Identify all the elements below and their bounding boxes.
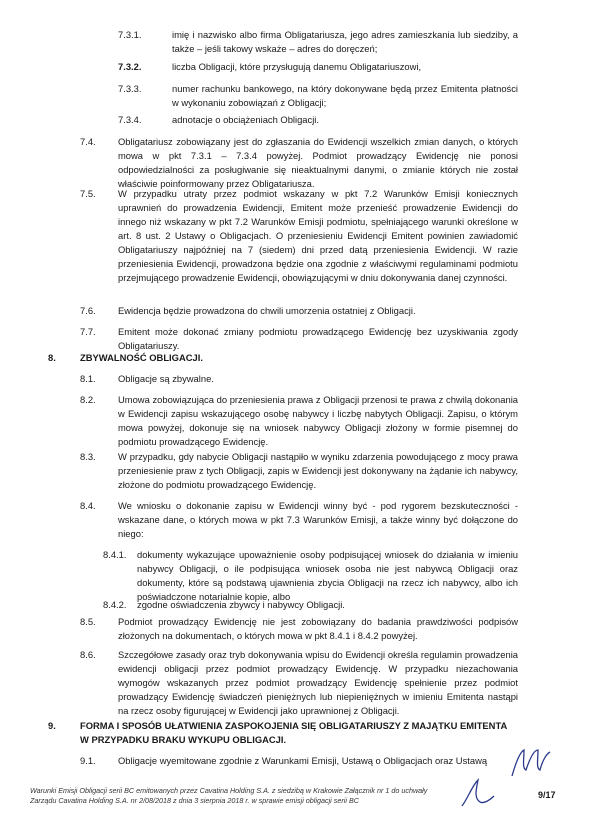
item-text: W przypadku utraty przez podmiot wskazany w pkt 7.2 Warunków Emisji koniecznych uprawnień do prowadzenia Ewidencji, Emitent może przenieść prowadzenie Ewidencji do innego niż wskazany w pkt 7.2 Warunków Emisji podmiotu, spełniającego warunki określone w art. 8 ust. 2 Ustawy o Obligacjach. O przeniesieniu Ewidencji Emitent powinien zawiadomić Obligatariuszy najpóźniej na 7 (siedem) dni przed datą przeniesienia Ewidencji. W razie przeniesienia Ewidencji, prowadzona będzie ona zgodnie z właściwymi regulaminami podmiotu przejmującego prowadzenie Ewidencji, obowiązującymi w dniu dokonywania danej czynności. [118, 188, 518, 283]
item-text: Podmiot prowadzący Ewidencję nie jest zobowiązany do badania prawdziwości podpisów złożonych na dokumentach, o których mowa w pkt 8.4.1 i 8.4.2 powyżej. [118, 616, 518, 641]
item-text: liczba Obligacji, które przysługują danemu Obligatariuszowi, [172, 61, 422, 72]
item-text: Szczegółowe zasady oraz tryb dokonywania wpisu do Ewidencji określa regulamin prowadzenia ewidencji obligacji przez podmiot prowadzący Ewidencję. W przypadku niezachowania wymogów wskazanych przez podmiot prowadzący Ewidencję spełnienie przez podmiot prowadzący Ewidencję świadczeń pieniężnych lub niepieniężnych w imieniu Emitenta nastąpi na rzecz osoby figurującej w Ewidencji jako uprawnionej z Obligacji. [118, 649, 518, 716]
signature-left [458, 776, 498, 812]
item-9-1 [80, 754, 518, 768]
item-text: dokumenty wykazujące upoważnienie osoby podpisującej wniosek do działania w imieniu nabywcy Obligacji, o ile podpisująca wniosek osoba nie jest nabywcą Obligacji oraz dokumenty, które są podstawą ujawnienia zbycia Obligacji na rzecz ich nabywcy, albo ich poświadczone notarialnie kopie, albo [137, 549, 518, 602]
item-8-2 [80, 393, 518, 449]
item-number: 7.5. [80, 188, 96, 199]
page-number: 9/17 [538, 790, 556, 800]
item-text: Emitent może dokonać zmiany podmiotu prowadzącego Ewidencję bez uzyskiwania zgody Obligatariuszy. [118, 326, 518, 351]
item-8-4-2 [103, 598, 518, 612]
item-number: 7.3.2. [118, 61, 142, 72]
section-9-heading [48, 719, 518, 747]
item-text: We wniosku o dokonanie zapisu w Ewidencji winny być - pod rygorem bezskuteczności - wskazane dane, o których mowa w pkt 7.3 Warunków Emisji, a także winny być dołączone do niego: [118, 500, 518, 539]
item-number: 7.3.3. [118, 83, 142, 94]
item-8-4 [80, 499, 518, 541]
item-number: 7.7. [80, 326, 96, 337]
section-title: ZBYWALNOŚĆ OBLIGACJI. [80, 352, 203, 363]
item-text: Obligacje są zbywalne. [118, 373, 214, 384]
item-8-6-final [80, 648, 518, 718]
item-number: 8.4. [80, 500, 96, 511]
item-text: Ewidencja będzie prowadzona do chwili umorzenia ostatniej z Obligacji. [118, 305, 416, 316]
item-number: 8.4.2. [103, 599, 127, 610]
item-7-5 [80, 187, 518, 285]
item-text: zgodne oświadczenia zbywcy i nabywcy Obligacji. [137, 599, 345, 610]
item-7-3-4 [118, 113, 518, 127]
item-number: 8.5. [80, 616, 96, 627]
item-text: numer rachunku bankowego, na który dokonywane będą przez Emitenta płatności w wykonaniu zobowiązań z Obligacji; [172, 83, 518, 108]
item-number: 8.1. [80, 373, 96, 384]
item-7-6 [80, 304, 518, 318]
item-number: 8.2. [80, 394, 96, 405]
item-text: imię i nazwisko albo firma Obligatariusza, jego adres zamieszkania lub siedziby, a także – jeśli takowy wskaże – adres do doręczeń; [172, 29, 518, 54]
section-number: 8. [48, 352, 56, 363]
item-text: Obligatariusz zobowiązany jest do zgłaszania do Ewidencji wszelkich zmian danych, o których mowa w pkt 7.3.1 – 7.3.4 powyżej. Podmiot prowadzący Ewidencję nie ponosi odpowiedzialności za posługiwanie się nieaktualnymi danymi, o zmianie których nie został właściwie poinformowany przez Obligatariusza. [118, 136, 518, 189]
item-number: 9.1. [80, 755, 96, 766]
item-8-1 [80, 372, 518, 386]
item-7-4 [80, 135, 518, 191]
item-number: 8.6. [80, 649, 96, 660]
item-text: Umowa zobowiązująca do przeniesienia prawa z Obligacji przenosi te prawa z chwilą dokonania w Ewidencji zapisu wskazującego osobę nabywcy i liczbę nabytych Obligacji. Zapisu, o którym mowa powyżej, dokonuje się na wniosek nabywcy Obligacji złożony w formie pisemnej do podmiotu prowadzącego Ewidencję. [118, 394, 518, 447]
item-8-5 [80, 615, 518, 643]
document-footer: Warunki Emisji Obligacji serii BC emitowanych przez Cavatina Holding S.A. z siedzibą w Krakowie Załącznik nr 1 do uchwały Zarządu Cavatina Holding S.A. nr 2/08/2018 z dnia 3 sierpnia 2018 r. w sprawie emisji obligacji serii BC [30, 786, 428, 805]
item-text: adnotacje o obciążeniach Obligacji. [172, 114, 319, 125]
item-7-7 [80, 325, 518, 353]
item-number: 8.4.1. [103, 549, 127, 560]
item-number: 7.6. [80, 305, 96, 316]
item-number: 7.3.4. [118, 114, 142, 125]
item-7-3-1 [118, 28, 518, 56]
item-8-3 [80, 450, 518, 492]
section-8-heading [48, 351, 518, 365]
item-number: 8.3. [80, 451, 96, 462]
item-number: 7.4. [80, 136, 96, 147]
section-title: FORMA I SPOSÓB UŁATWIENIA ZASPOKOJENIA SIĘ OBLIGATARIUSZY Z MAJĄTKU EMITENTA W PRZYPADKU BRAKU WYKUPU OBLIGACJI. [80, 720, 507, 745]
item-7-3-2 [118, 60, 518, 74]
item-8-4-1 [103, 548, 518, 604]
item-7-3-3 [118, 82, 518, 110]
section-number: 9. [48, 720, 56, 731]
item-text: W przypadku, gdy nabycie Obligacji nastąpiło w wyniku zdarzenia powodującego z mocy prawa przeniesienie praw z tych Obligacji, zapis w Ewidencji jest dokonywany na żądanie ich nabywcy, złożone do podmiotu prowadzącego Ewidencję. [118, 451, 518, 490]
item-number: 7.3.1. [118, 29, 142, 40]
item-text: Obligacje wyemitowane zgodnie z Warunkami Emisji, Ustawą o Obligacjach oraz Ustawą [118, 755, 488, 766]
